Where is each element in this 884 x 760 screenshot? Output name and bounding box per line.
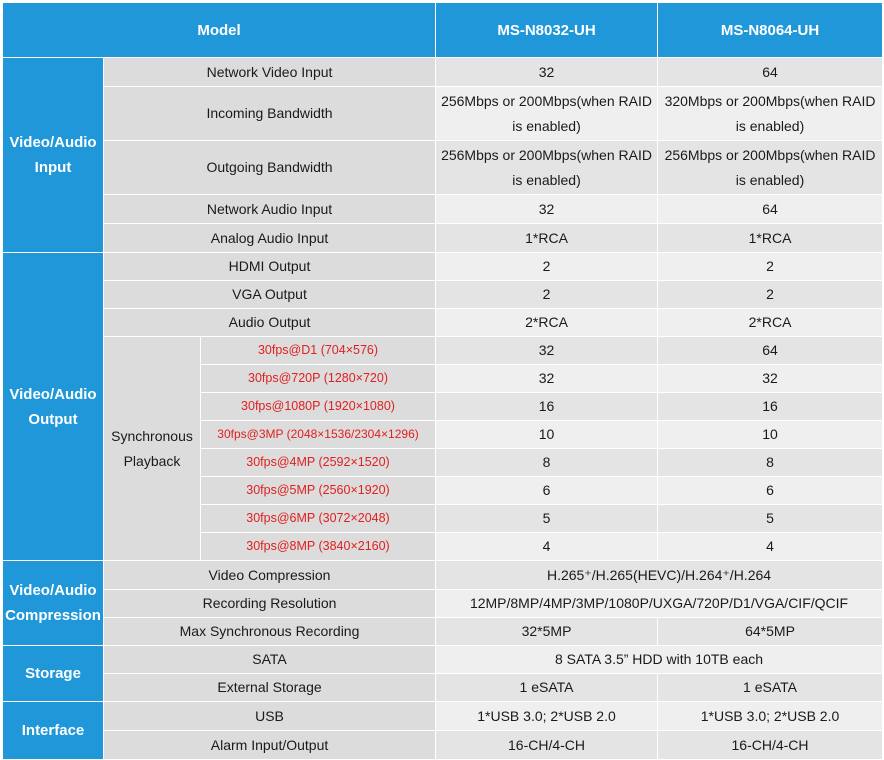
table-row [3, 674, 883, 702]
row-label: Max Synchronous Recording [104, 618, 436, 646]
table-row [3, 337, 883, 365]
header-row [3, 3, 883, 58]
cell-value: 256Mbps or 200Mbps(when RAID is enabled) [436, 141, 658, 195]
cell-value: 2 [658, 253, 883, 281]
table-row [3, 281, 883, 309]
cell-value: 4 [658, 533, 883, 561]
cell-value: 256Mbps or 200Mbps(when RAID is enabled) [658, 141, 883, 195]
cell-value: 6 [436, 477, 658, 505]
table-row [3, 590, 883, 618]
cell-value: 64 [658, 195, 883, 224]
row-label: 30fps@4MP (2592×1520) [201, 449, 436, 477]
row-label: Network Audio Input [104, 195, 436, 224]
model-header: Model [3, 3, 436, 58]
cell-value: 1*USB 3.0; 2*USB 2.0 [658, 702, 883, 731]
table-row [3, 731, 883, 760]
cell-value: 5 [658, 505, 883, 533]
cell-value: 1 eSATA [436, 674, 658, 702]
category-video-audio-compression: Video/Audio Compression [3, 561, 104, 646]
table-row [3, 253, 883, 281]
table-row [3, 87, 883, 141]
cell-value: 32 [436, 195, 658, 224]
cell-value: 1*RCA [658, 224, 883, 253]
row-label: USB [104, 702, 436, 731]
model-col2-header: MS-N8064-UH [658, 3, 883, 58]
cell-value: 10 [436, 421, 658, 449]
category-storage: Storage [3, 646, 104, 702]
row-label: Outgoing Bandwidth [104, 141, 436, 195]
cell-value: 5 [436, 505, 658, 533]
cell-value: 12MP/8MP/4MP/3MP/1080P/UXGA/720P/D1/VGA/CIF/QCIF [436, 590, 883, 618]
row-label: 30fps@8MP (3840×2160) [201, 533, 436, 561]
cell-value: 2 [436, 281, 658, 309]
row-label: 30fps@3MP (2048×1536/2304×1296) [201, 421, 436, 449]
category-interface: Interface [3, 702, 104, 760]
cell-value: 8 [658, 449, 883, 477]
row-label: External Storage [104, 674, 436, 702]
row-label: 30fps@6MP (3072×2048) [201, 505, 436, 533]
row-label: SATA [104, 646, 436, 674]
row-label: 30fps@1080P (1920×1080) [201, 393, 436, 421]
cell-value: 32*5MP [436, 618, 658, 646]
table-row [3, 224, 883, 253]
cell-value: 8 [436, 449, 658, 477]
table-row [3, 646, 883, 674]
row-label: Recording Resolution [104, 590, 436, 618]
cell-value: 2*RCA [658, 309, 883, 337]
row-label: 30fps@D1 (704×576) [201, 337, 436, 365]
row-label: 30fps@720P (1280×720) [201, 365, 436, 393]
table-row [3, 195, 883, 224]
cell-value: 64 [658, 58, 883, 87]
cell-value: 256Mbps or 200Mbps(when RAID is enabled) [436, 87, 658, 141]
table-row [3, 618, 883, 646]
model-col1-header: MS-N8032-UH [436, 3, 658, 58]
table-row [3, 309, 883, 337]
cell-value: 64*5MP [658, 618, 883, 646]
cell-value: 8 SATA 3.5” HDD with 10TB each [436, 646, 883, 674]
table-row [3, 58, 883, 87]
cell-value: 16 [436, 393, 658, 421]
row-label: Analog Audio Input [104, 224, 436, 253]
row-label: Video Compression [104, 561, 436, 590]
cell-value: 1 eSATA [658, 674, 883, 702]
row-label: Network Video Input [104, 58, 436, 87]
cell-value: 2 [436, 253, 658, 281]
row-label: Incoming Bandwidth [104, 87, 436, 141]
row-label: VGA Output [104, 281, 436, 309]
cell-value: 4 [436, 533, 658, 561]
row-label: Alarm Input/Output [104, 731, 436, 760]
row-label: Audio Output [104, 309, 436, 337]
category-video-audio-output: Video/Audio Output [3, 253, 104, 561]
row-label: HDMI Output [104, 253, 436, 281]
category-video-audio-input: Video/Audio Input [3, 58, 104, 253]
table-row [3, 702, 883, 731]
cell-value: 32 [436, 58, 658, 87]
synchronous-playback-label: Synchronous Playback [104, 337, 201, 561]
cell-value: 320Mbps or 200Mbps(when RAID is enabled) [658, 87, 883, 141]
cell-value: 16 [658, 393, 883, 421]
cell-value: 10 [658, 421, 883, 449]
cell-value: 16-CH/4-CH [658, 731, 883, 760]
cell-value: 32 [436, 337, 658, 365]
cell-value: 1*RCA [436, 224, 658, 253]
table-row [3, 561, 883, 590]
spec-table [2, 2, 883, 760]
cell-value: H.265⁺/H.265(HEVC)/H.264⁺/H.264 [436, 561, 883, 590]
cell-value: 16-CH/4-CH [436, 731, 658, 760]
cell-value: 2*RCA [436, 309, 658, 337]
cell-value: 1*USB 3.0; 2*USB 2.0 [436, 702, 658, 731]
cell-value: 64 [658, 337, 883, 365]
cell-value: 6 [658, 477, 883, 505]
cell-value: 32 [658, 365, 883, 393]
row-label: 30fps@5MP (2560×1920) [201, 477, 436, 505]
table-row [3, 141, 883, 195]
cell-value: 32 [436, 365, 658, 393]
cell-value: 2 [658, 281, 883, 309]
